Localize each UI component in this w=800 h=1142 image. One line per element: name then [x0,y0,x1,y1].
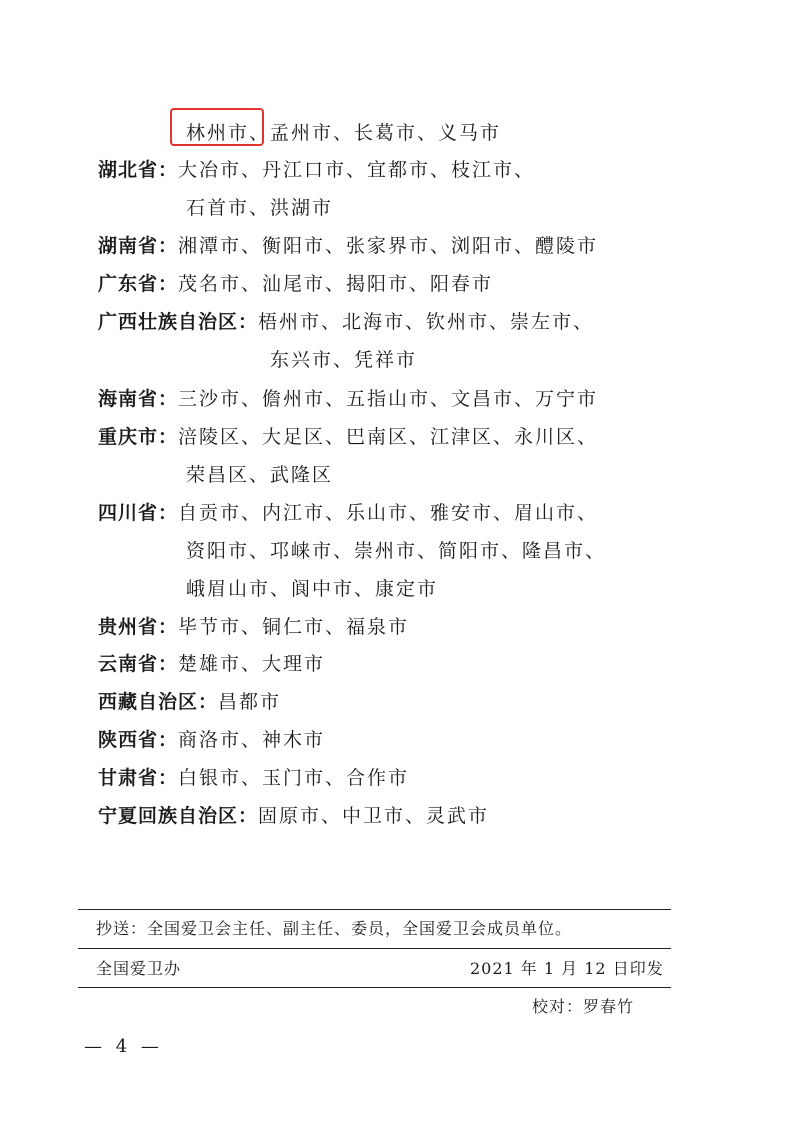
province-label: 陕西省： [98,729,179,751]
list-line [186,463,333,487]
province-label: 广西壮族自治区： [98,311,259,333]
list-line [98,501,598,525]
list-line [186,121,501,145]
province-label: 云南省： [98,653,179,675]
list-line [98,310,594,334]
list-line [98,652,325,676]
footer-rule-bottom [78,987,671,988]
city-list: 固原市、中卫市、灵武市 [258,805,490,827]
province-label: 广东省： [98,273,179,295]
footer-rule-top [78,909,671,910]
list-line [98,234,598,258]
list-line [98,158,535,182]
city-list: 峨眉山市、阆中市、康定市 [186,578,439,600]
list-line [186,196,333,220]
province-label: 海南省： [98,388,179,410]
list-line [98,766,409,790]
city-list: 自贡市、内江市、乐山市、雅安市、眉山市、 [178,502,599,524]
city-list: 荣昌区、武隆区 [186,464,334,486]
page-number: — 4 — [84,1036,163,1057]
footer-rule-middle [78,948,671,949]
city-list: 楚雄市、大理市 [178,653,326,675]
issuer: 全国爱卫办 [96,959,182,978]
city-list: 湘潭市、衡阳市、张家界市、浏阳市、醴陵市 [178,235,599,257]
proofreader: 校对：罗春竹 [532,997,635,1016]
city-list: 白银市、玉门市、合作市 [178,767,410,789]
province-label: 甘肃省： [98,767,179,789]
list-line [98,387,598,411]
cc-line: 抄送：全国爱卫会主任、副主任、委员，全国爱卫会成员单位。 [96,919,573,938]
city-list: 昌都市 [218,691,282,713]
city-list: 三沙市、儋州市、五指山市、文昌市、万宁市 [178,388,599,410]
province-label: 湖南省： [98,235,179,257]
city-list: 毕节市、铜仁市、福泉市 [178,616,410,638]
province-label: 四川省： [98,502,179,524]
list-line [98,728,325,752]
list-line [98,425,598,449]
city-list: 石首市、洪湖市 [186,197,334,219]
province-label: 贵州省： [98,616,179,638]
city-list: 商洛市、神木市 [178,729,326,751]
list-line [98,615,409,639]
province-label: 湖北省： [98,159,179,181]
city-list: 大冶市、丹江口市、宜都市、枝江市、 [178,159,536,181]
city-list: 梧州市、北海市、钦州市、崇左市、 [258,311,595,333]
city-list: 茂名市、汕尾市、揭阳市、阳春市 [178,273,494,295]
list-line [98,690,281,714]
list-line [186,539,606,563]
city-list: 东兴市、凭祥市 [270,349,418,371]
list-line [270,348,417,372]
city-list: 资阳市、邛崃市、崇州市、简阳市、隆昌市、 [186,540,607,562]
list-line [186,577,438,601]
issue-date: 2021 年 1 月 12 日印发 [470,959,664,978]
list-line [98,804,489,828]
list-line [98,272,493,296]
province-label: 重庆市： [98,426,179,448]
city-list: 涪陵区、大足区、巴南区、江津区、永川区、 [178,426,599,448]
province-label: 宁夏回族自治区： [98,805,259,827]
list-line-text: 林州市、孟州市、长葛市、义马市 [186,122,502,144]
province-label: 西藏自治区： [98,691,219,713]
